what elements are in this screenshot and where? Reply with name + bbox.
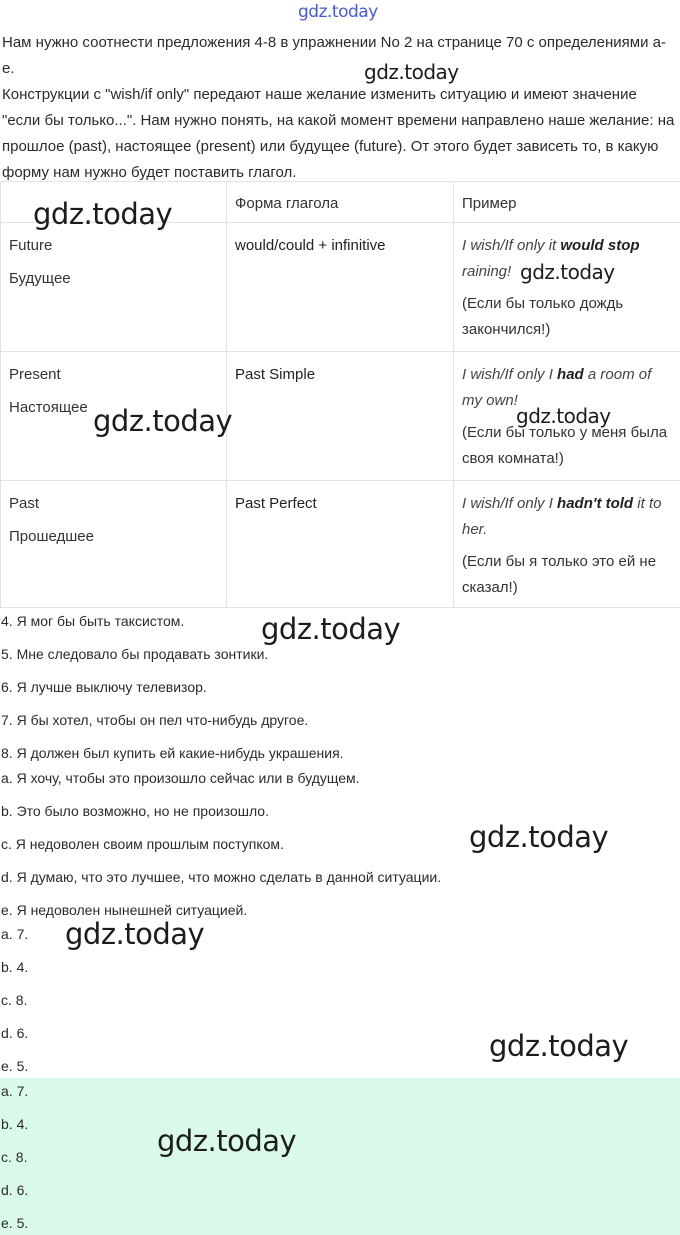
- example-bold: would stop: [560, 237, 640, 254]
- form-cell: would/could + infinitive: [227, 223, 454, 352]
- sentence-item: 8. Я должен был купить ей какие-нибудь украшения.: [1, 745, 344, 761]
- example-post: it to her.: [462, 495, 662, 538]
- sentence-item: 4. Я мог бы быть таксистом.: [1, 613, 185, 629]
- answer-item: d. 6.: [1, 1025, 29, 1041]
- sentence-item: 5. Мне следовало бы продавать зонтики.: [1, 646, 269, 662]
- example-translation: (Если бы только у меня была своя комната!): [462, 424, 668, 467]
- watermark: gdz.today: [364, 60, 459, 84]
- watermark: gdz.today: [261, 612, 401, 646]
- final-answer-item: c. 8.: [1, 1149, 28, 1165]
- time-ru: Настоящее: [9, 399, 88, 416]
- time-en: Present: [9, 366, 61, 383]
- definition-item: c. Я недоволен своим прошлым поступком.: [1, 836, 284, 852]
- time-ru: Прошедшее: [9, 528, 94, 545]
- example-translation: (Если бы только дождь закончился!): [462, 295, 624, 338]
- example-post: a room of my own!: [462, 366, 652, 409]
- final-answer-item: e. 5.: [1, 1215, 29, 1231]
- time-cell: [1, 223, 227, 352]
- example-post: raining!: [462, 263, 512, 280]
- watermark: gdz.today: [489, 1029, 629, 1063]
- final-answer-item: a. 7.: [1, 1083, 29, 1099]
- watermark: gdz.today: [469, 820, 609, 854]
- example-cell: [454, 481, 680, 608]
- example-pre: I wish/If only it: [462, 237, 561, 254]
- example-bold: hadn't told: [557, 495, 634, 512]
- watermark: gdz.today: [65, 917, 205, 951]
- table-header-form: Форма глагола: [227, 182, 454, 223]
- table-header-example: Пример: [454, 182, 680, 223]
- watermark: gdz.today: [520, 260, 615, 284]
- watermark: gdz.today: [157, 1124, 297, 1158]
- form-cell: Past Perfect: [227, 481, 454, 608]
- final-answer-item: d. 6.: [1, 1182, 29, 1198]
- example-pre: I wish/If only I: [462, 495, 558, 512]
- grammar-table: [0, 181, 680, 608]
- time-cell: [1, 481, 227, 608]
- definition-item: b. Это было возможно, но не произошло.: [1, 803, 269, 819]
- intro-text: [2, 30, 678, 186]
- answer-item: b. 4.: [1, 959, 29, 975]
- definition-item: a. Я хочу, чтобы это произошло сейчас или в будущем.: [1, 770, 360, 786]
- watermark: gdz.today: [33, 197, 173, 231]
- answer-item: a. 7.: [1, 926, 29, 942]
- intro-paragraph-1: Нам нужно соотнести предложения 4-8 в упражнении No 2 на странице 70 с определениями a-e.: [2, 34, 666, 77]
- final-answer-box: [0, 1078, 680, 1235]
- time-en: Future: [9, 237, 53, 254]
- table-row: [1, 481, 680, 608]
- answer-item: c. 8.: [1, 992, 28, 1008]
- time-en: Past: [9, 495, 40, 512]
- intro-paragraph-2: Конструкции с "wish/if only" передают наше желание изменить ситуацию и имеют значение "если бы только...". Нам нужно понять, на какой момент времени направлено наше желание: на прошлое (past), настоящее (present) или будущее (future). От этого будет зависеть то, в какую форму нам нужно будет поставить глагол.: [2, 86, 675, 181]
- example-cell: [454, 223, 680, 352]
- sentence-item: 7. Я бы хотел, чтобы он пел что-нибудь другое.: [1, 712, 309, 728]
- example-pre: I wish/If only I: [462, 366, 558, 383]
- definition-item: d. Я думаю, что это лучшее, что можно сделать в данной ситуации.: [1, 869, 442, 885]
- final-answer-item: b. 4.: [1, 1116, 29, 1132]
- definition-item: e. Я недоволен нынешней ситуацией.: [1, 902, 248, 918]
- answer-item: e. 5.: [1, 1058, 29, 1074]
- example-bold: had: [557, 366, 584, 383]
- example-en: [462, 491, 672, 543]
- example-translation: (Если бы я только это ей не сказал!): [462, 553, 657, 596]
- form-cell: Past Simple: [227, 352, 454, 481]
- site-logo[interactable]: gdz.today: [298, 2, 378, 22]
- table-row: [1, 223, 680, 352]
- watermark: gdz.today: [516, 404, 611, 428]
- sentence-item: 6. Я лучше выключу телевизор.: [1, 679, 207, 695]
- time-ru: Будущее: [9, 270, 71, 287]
- watermark: gdz.today: [93, 404, 233, 438]
